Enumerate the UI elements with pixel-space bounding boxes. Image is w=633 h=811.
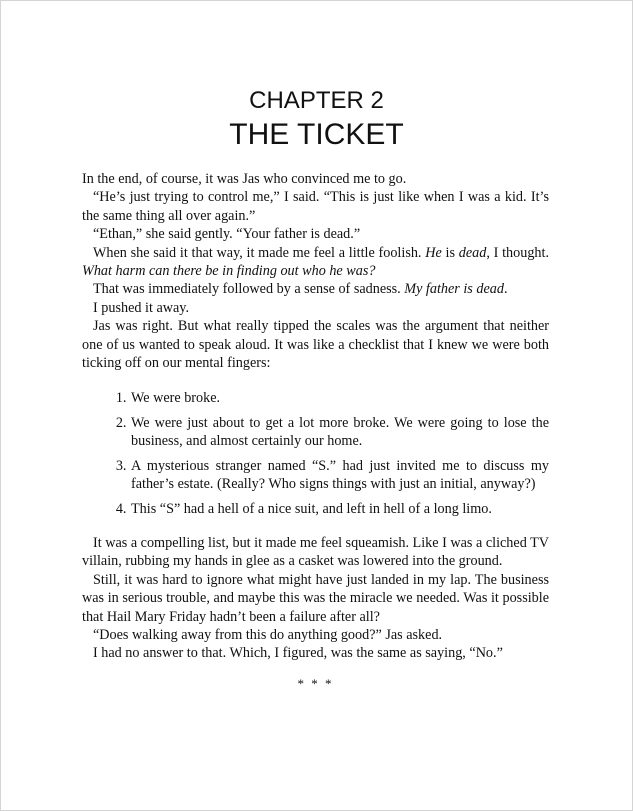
checklist bbox=[82, 389, 549, 517]
chapter-title: THE TICKET bbox=[229, 118, 404, 151]
chapter-number: CHAPTER 2 bbox=[249, 87, 384, 114]
chapter-body bbox=[82, 170, 549, 693]
paragraph: Still, it was hard to ignore what might have just landed in my lap. The business was in serious trouble, and maybe this was the miracle we needed. Was it possible that Hail Mary Friday hadn’t been a failure after all? bbox=[82, 571, 549, 625]
paragraph: I had no answer to that. Which, I figured, was the same as saying, “No.” bbox=[93, 645, 503, 662]
paragraph: It was a compelling list, but it made me feel squeamish. Like I was a cliched TV villain, rubbing my hands in glee as a casket was lowered into the ground. bbox=[82, 534, 549, 570]
paragraph: Jas was right. But what really tipped the scales was the argument that neither one of us wanted to speak aloud. It was like a checklist that I knew we were both ticking off on our mental fingers: bbox=[82, 318, 549, 372]
paragraph: In the end, of course, it was Jas who convinced me to go. bbox=[82, 171, 407, 187]
paragraph: “Ethan,” she said gently. “Your father is dead.” bbox=[93, 226, 361, 243]
paragraph: “He’s just trying to control me,” I said. “This is just like when I was a kid. It’s the same thing all over again.” bbox=[82, 189, 549, 224]
paragraph: I pushed it away. bbox=[93, 299, 190, 316]
section-separator: * * * bbox=[297, 675, 334, 691]
list-item: 1. We were broke. bbox=[130, 389, 549, 407]
list-item: 4. This “S” had a hell of a nice suit, and left in hell of a long limo. bbox=[130, 500, 549, 518]
list-item: 3. A mysterious stranger named “S.” had just invited me to discuss my father’s estate. (Really? Who signs things with just an initial, anyway?) bbox=[130, 457, 549, 494]
paragraph: That was immediately followed by a sense of sadness. My father is dead. bbox=[93, 281, 508, 298]
paragraph: “Does walking away from this do anything good?” Jas asked. bbox=[93, 626, 443, 643]
paragraph: When she said it that way, it made me feel a little foolish. He is dead, I thought. What harm can there be in finding out who he was? bbox=[82, 244, 550, 280]
list-item: 2. We were just about to get a lot more broke. We were going to lose the business, and almost certainly our home. bbox=[130, 414, 549, 451]
